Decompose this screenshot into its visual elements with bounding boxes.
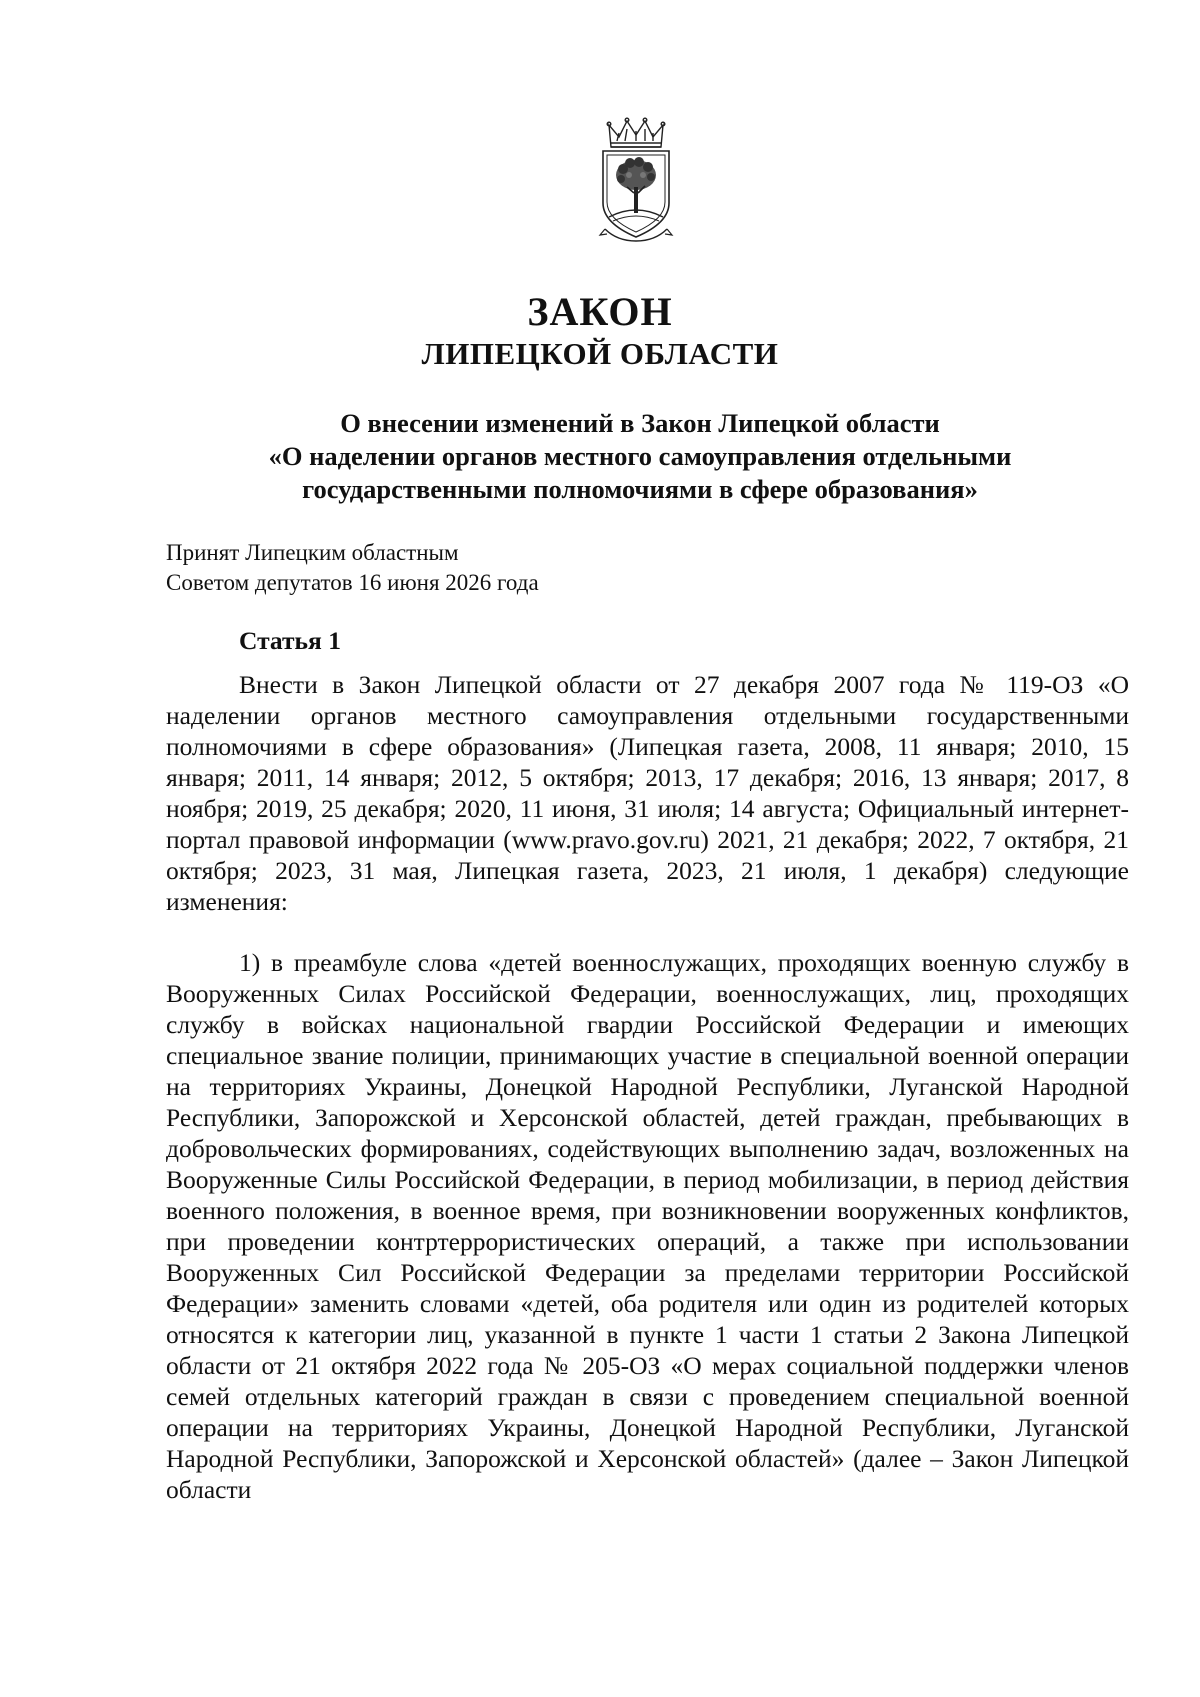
document-title: ЗАКОН — [527, 289, 673, 334]
article-heading: Статья 1 — [239, 626, 341, 655]
document-subtitle: ЛИПЕЦКОЙ ОБЛАСТИ — [421, 336, 779, 371]
adoption-note-line: Принят Липецким областным — [166, 540, 459, 565]
lipetsk-coat-of-arms-icon — [597, 117, 675, 245]
law-name-line: О внесении изменений в Закон Липецкой области — [340, 408, 940, 438]
adoption-note — [166, 538, 539, 598]
article-paragraph: 1) в преамбуле слова «детей военнослужащих, проходящих военную службу в Вооруженных Силах Российской Федерации, военнослужащих, лиц, проходящих службу в войсках национальной гвардии Российской Федерации и имеющих специальное звание полиции, принимающих участие в специальной военной операции на территориях Украины, Донецкой Народной Республики, Луганской Народной Республики, Запорожской и Херсонской областей, детей граждан, пребывающих в добровольческих формированиях, содействующих выполнению задач, возложенных на Вооруженные Силы Российской Федерации, в период мобилизации, в период действия военного положения, в военное время, при возникновении вооруженных конфликтов, при проведении контртеррористических операций, а также при использовании Вооруженных Сил Российской Федерации за пределами территории Российской Федерации» заменить словами «детей, оба родителя или один из родителей которых относятся к категории лиц, указанной в пункте 1 части 1 статьи 2 Закона Липецкой области от 21 октября 2022 года № 205-ОЗ «О мерах социальной поддержки членов семей отдельных категорий граждан в связи с проведением специальной военной операции на территориях Украины, Донецкой Народной Республики, Луганской Народной Республики, Запорожской и Херсонской областей» (далее – Закон Липецкой области — [166, 948, 1129, 1504]
law-name-line: государственными полномочиями в сфере образования» — [302, 474, 978, 504]
law-name — [160, 407, 1120, 506]
law-name-line: «О наделении органов местного самоуправления отдельными — [268, 441, 1012, 471]
adoption-note-line: Советом депутатов 16 июня 2026 года — [166, 570, 539, 595]
article-paragraph: Внести в Закон Липецкой области от 27 декабря 2007 года № 119-ОЗ «О наделении органов местного самоуправления отдельными государственными полномочиями в сфере образования» (Липецкая газета, 2008, 11 января; 2010, 15 января; 2011, 14 января; 2012, 5 октября; 2013, 17 декабря; 2016, 13 января; 2017, 8 ноября; 2019, 25 декабря; 2020, 11 июня, 31 июля; 14 августа; Официальный интернет-портал правовой информации (www.pravo.gov.ru) 2021, 21 декабря; 2022, 7 октября, 21 октября; 2023, 31 мая, Липецкая газета, 2023, 21 июля, 1 декабря) следующие изменения: — [166, 670, 1129, 916]
